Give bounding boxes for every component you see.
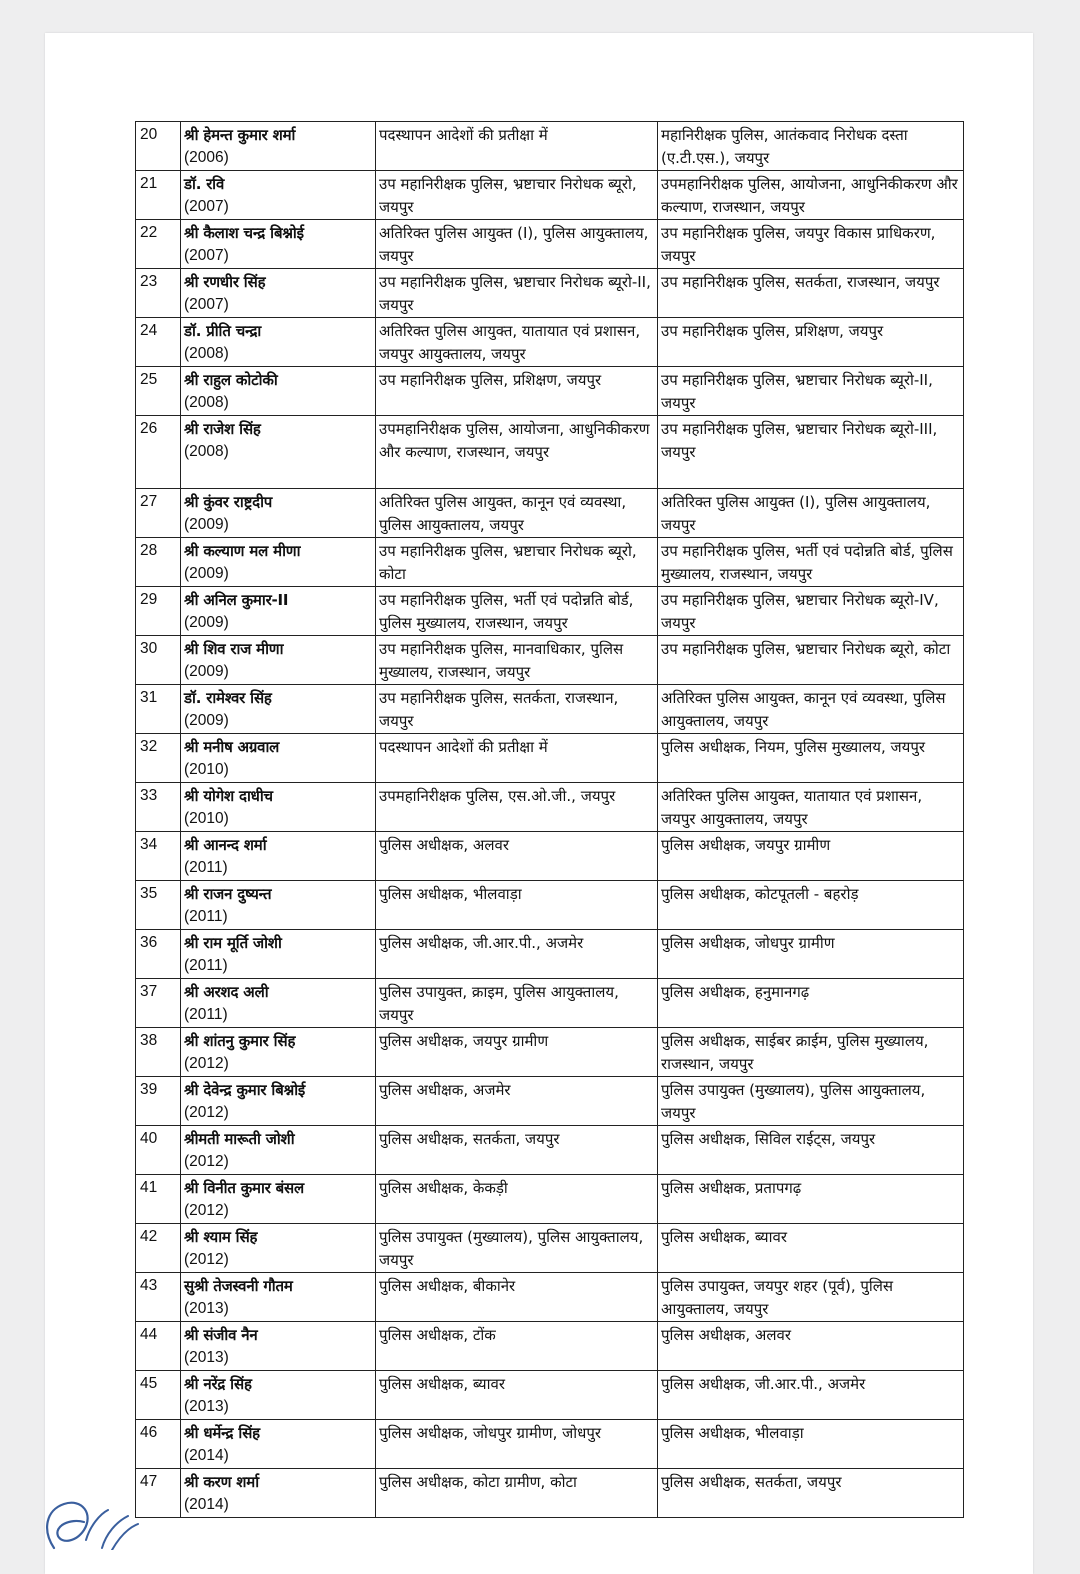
- officer-cell: [181, 636, 376, 685]
- officer-name: श्री रणधीर सिंह: [184, 273, 266, 291]
- current-posting: पुलिस उपायुक्त, क्राइम, पुलिस आयुक्तालय, जयपुर: [376, 979, 658, 1028]
- new-posting: उप महानिरीक्षक पुलिस, भ्रष्टाचार निरोधक ब्यूरो-IV, जयपुर: [658, 587, 964, 636]
- batch-year: (2011): [184, 956, 228, 974]
- current-posting: उप महानिरीक्षक पुलिस, मानवाधिकार, पुलिस मुख्यालय, राजस्थान, जयपुर: [376, 636, 658, 685]
- table-body: [136, 122, 964, 1518]
- officer-cell: [181, 1273, 376, 1322]
- officer-name: श्री आनन्द शर्मा: [184, 836, 267, 854]
- batch-year: (2009): [184, 564, 229, 582]
- batch-year: (2014): [184, 1495, 229, 1513]
- table-row: [136, 416, 964, 489]
- current-posting: पदस्थापन आदेशों की प्रतीक्षा में: [376, 122, 658, 171]
- officer-cell: [181, 734, 376, 783]
- batch-year: (2012): [184, 1152, 229, 1170]
- batch-year: (2006): [184, 148, 229, 166]
- officer-name: श्री कल्याण मल मीणा: [184, 542, 301, 560]
- table-row: [136, 832, 964, 881]
- serial-number: 23: [136, 269, 181, 318]
- new-posting: पुलिस अधीक्षक, हनुमानगढ़: [658, 979, 964, 1028]
- new-posting: उप महानिरीक्षक पुलिस, प्रशिक्षण, जयपुर: [658, 318, 964, 367]
- table-row: [136, 1273, 964, 1322]
- serial-number: 34: [136, 832, 181, 881]
- table-row: [136, 1322, 964, 1371]
- officer-cell: [181, 220, 376, 269]
- officer-cell: [181, 538, 376, 587]
- officer-cell: [181, 489, 376, 538]
- table-row: [136, 1371, 964, 1420]
- table-row: [136, 783, 964, 832]
- officer-name: डॉ. रामेश्वर सिंह: [184, 689, 272, 707]
- officer-cell: [181, 1322, 376, 1371]
- officer-cell: [181, 783, 376, 832]
- officer-name: श्री धर्मेन्द्र सिंह: [184, 1424, 260, 1442]
- officer-cell: [181, 367, 376, 416]
- serial-number: 41: [136, 1175, 181, 1224]
- batch-year: (2011): [184, 907, 228, 925]
- batch-year: (2007): [184, 295, 229, 313]
- current-posting: उपमहानिरीक्षक पुलिस, आयोजना, आधुनिकीकरण और कल्याण, राजस्थान, जयपुर: [376, 416, 658, 489]
- new-posting: पुलिस अधीक्षक, नियम, पुलिस मुख्यालय, जयपुर: [658, 734, 964, 783]
- new-posting: अतिरिक्त पुलिस आयुक्त (I), पुलिस आयुक्तालय, जयपुर: [658, 489, 964, 538]
- table-row: [136, 122, 964, 171]
- serial-number: 40: [136, 1126, 181, 1175]
- current-posting: उप महानिरीक्षक पुलिस, सतर्कता, राजस्थान, जयपुर: [376, 685, 658, 734]
- serial-number: 43: [136, 1273, 181, 1322]
- officer-name: श्री कैलाश चन्द्र बिश्नोई: [184, 224, 304, 242]
- table-row: [136, 1028, 964, 1077]
- officer-cell: [181, 1077, 376, 1126]
- serial-number: 24: [136, 318, 181, 367]
- current-posting: उप महानिरीक्षक पुलिस, प्रशिक्षण, जयपुर: [376, 367, 658, 416]
- officer-name: श्री अरशद अली: [184, 983, 269, 1001]
- officer-name: श्री करण शर्मा: [184, 1473, 259, 1491]
- serial-number: 37: [136, 979, 181, 1028]
- new-posting: पुलिस अधीक्षक, जोधपुर ग्रामीण: [658, 930, 964, 979]
- officer-name: श्री शांतनु कुमार सिंह: [184, 1032, 296, 1050]
- table-row: [136, 881, 964, 930]
- batch-year: (2014): [184, 1446, 229, 1464]
- officer-name: श्री शिव राज मीणा: [184, 640, 284, 658]
- table-row: [136, 220, 964, 269]
- new-posting: पुलिस अधीक्षक, जयपुर ग्रामीण: [658, 832, 964, 881]
- officer-cell: [181, 1224, 376, 1273]
- current-posting: अतिरिक्त पुलिस आयुक्त, यातायात एवं प्रशासन, जयपुर आयुक्तालय, जयपुर: [376, 318, 658, 367]
- batch-year: (2009): [184, 515, 229, 533]
- batch-year: (2013): [184, 1299, 229, 1317]
- current-posting: पुलिस उपायुक्त (मुख्यालय), पुलिस आयुक्तालय, जयपुर: [376, 1224, 658, 1273]
- current-posting: पुलिस अधीक्षक, टोंक: [376, 1322, 658, 1371]
- serial-number: 27: [136, 489, 181, 538]
- new-posting: उप महानिरीक्षक पुलिस, भ्रष्टाचार निरोधक ब्यूरो-II, जयपुर: [658, 367, 964, 416]
- officer-name: श्री राजेश सिंह: [184, 420, 261, 438]
- serial-number: 45: [136, 1371, 181, 1420]
- new-posting: अतिरिक्त पुलिस आयुक्त, कानून एवं व्यवस्था, पुलिस आयुक्तालय, जयपुर: [658, 685, 964, 734]
- new-posting: पुलिस अधीक्षक, ब्यावर: [658, 1224, 964, 1273]
- batch-year: (2011): [184, 858, 228, 876]
- serial-number: 36: [136, 930, 181, 979]
- serial-number: 28: [136, 538, 181, 587]
- table-row: [136, 1126, 964, 1175]
- table-row: [136, 1420, 964, 1469]
- officer-name: श्री श्याम सिंह: [184, 1228, 258, 1246]
- new-posting: पुलिस अधीक्षक, भीलवाड़ा: [658, 1420, 964, 1469]
- new-posting: पुलिस अधीक्षक, सतर्कता, जयपुर: [658, 1469, 964, 1518]
- serial-number: 42: [136, 1224, 181, 1273]
- officer-name: श्री राजन दुष्यन्त: [184, 885, 272, 903]
- officer-cell: [181, 1028, 376, 1077]
- officer-name: डॉ. रवि: [184, 175, 225, 193]
- new-posting: पुलिस उपायुक्त (मुख्यालय), पुलिस आयुक्तालय, जयपुर: [658, 1077, 964, 1126]
- current-posting: पुलिस अधीक्षक, जी.आर.पी., अजमेर: [376, 930, 658, 979]
- table-row: [136, 489, 964, 538]
- officer-cell: [181, 1175, 376, 1224]
- officer-name: श्री देवेन्द्र कुमार बिश्नोई: [184, 1081, 306, 1099]
- serial-number: 29: [136, 587, 181, 636]
- new-posting: पुलिस अधीक्षक, सिविल राईट्स, जयपुर: [658, 1126, 964, 1175]
- document-page: [45, 33, 1033, 1574]
- table-row: [136, 1175, 964, 1224]
- batch-year: (2010): [184, 809, 229, 827]
- officer-cell: [181, 318, 376, 367]
- current-posting: पुलिस अधीक्षक, जयपुर ग्रामीण: [376, 1028, 658, 1077]
- current-posting: उप महानिरीक्षक पुलिस, भ्रष्टाचार निरोधक ब्यूरो-II, जयपुर: [376, 269, 658, 318]
- officer-name: श्री विनीत कुमार बंसल: [184, 1179, 304, 1197]
- table-row: [136, 538, 964, 587]
- current-posting: उप महानिरीक्षक पुलिस, भ्रष्टाचार निरोधक ब्यूरो, कोटा: [376, 538, 658, 587]
- officer-name: श्री नरेंद्र सिंह: [184, 1375, 252, 1393]
- new-posting: पुलिस अधीक्षक, जी.आर.पी., अजमेर: [658, 1371, 964, 1420]
- serial-number: 35: [136, 881, 181, 930]
- officer-cell: [181, 979, 376, 1028]
- officer-cell: [181, 122, 376, 171]
- table-row: [136, 1224, 964, 1273]
- current-posting: पुलिस अधीक्षक, केकड़ी: [376, 1175, 658, 1224]
- officer-cell: [181, 832, 376, 881]
- batch-year: (2011): [184, 1005, 228, 1023]
- officer-cell: [181, 685, 376, 734]
- officer-cell: [181, 1420, 376, 1469]
- new-posting: उप महानिरीक्षक पुलिस, जयपुर विकास प्राधिकरण, जयपुर: [658, 220, 964, 269]
- transfer-table: [135, 121, 964, 1518]
- officer-name: श्री मनीष अग्रवाल: [184, 738, 280, 756]
- serial-number: 25: [136, 367, 181, 416]
- serial-number: 44: [136, 1322, 181, 1371]
- batch-year: (2013): [184, 1348, 229, 1366]
- batch-year: (2010): [184, 760, 229, 778]
- new-posting: पुलिस अधीक्षक, अलवर: [658, 1322, 964, 1371]
- table-row: [136, 269, 964, 318]
- serial-number: 22: [136, 220, 181, 269]
- new-posting: अतिरिक्त पुलिस आयुक्त, यातायात एवं प्रशासन, जयपुर आयुक्तालय, जयपुर: [658, 783, 964, 832]
- officer-name: श्री राहुल कोटोकी: [184, 371, 278, 389]
- serial-number: 39: [136, 1077, 181, 1126]
- officer-name: श्री राम मूर्ति जोशी: [184, 934, 282, 952]
- batch-year: (2008): [184, 442, 229, 460]
- current-posting: अतिरिक्त पुलिस आयुक्त (I), पुलिस आयुक्तालय, जयपुर: [376, 220, 658, 269]
- new-posting: उप महानिरीक्षक पुलिस, सतर्कता, राजस्थान, जयपुर: [658, 269, 964, 318]
- officer-name: सुश्री तेजस्वनी गौतम: [184, 1277, 293, 1295]
- table-row: [136, 979, 964, 1028]
- serial-number: 20: [136, 122, 181, 171]
- officer-name: श्री अनिल कुमार-II: [184, 591, 289, 609]
- officer-cell: [181, 881, 376, 930]
- batch-year: (2009): [184, 711, 229, 729]
- table-row: [136, 171, 964, 220]
- new-posting: महानिरीक्षक पुलिस, आतंकवाद निरोधक दस्ता (ए.टी.एस.), जयपुर: [658, 122, 964, 171]
- batch-year: (2012): [184, 1103, 229, 1121]
- table-row: [136, 636, 964, 685]
- table-row: [136, 1469, 964, 1518]
- batch-year: (2008): [184, 393, 229, 411]
- new-posting: उपमहानिरीक्षक पुलिस, आयोजना, आधुनिकीकरण और कल्याण, राजस्थान, जयपुर: [658, 171, 964, 220]
- current-posting: पुलिस अधीक्षक, भीलवाड़ा: [376, 881, 658, 930]
- batch-year: (2013): [184, 1397, 229, 1415]
- officer-cell: [181, 1371, 376, 1420]
- table-row: [136, 318, 964, 367]
- serial-number: 30: [136, 636, 181, 685]
- current-posting: पुलिस अधीक्षक, बीकानेर: [376, 1273, 658, 1322]
- current-posting: उप महानिरीक्षक पुलिस, भर्ती एवं पदोन्नति बोर्ड, पुलिस मुख्यालय, राजस्थान, जयपुर: [376, 587, 658, 636]
- new-posting: उप महानिरीक्षक पुलिस, भर्ती एवं पदोन्नति बोर्ड, पुलिस मुख्यालय, राजस्थान, जयपुर: [658, 538, 964, 587]
- table-row: [136, 587, 964, 636]
- new-posting: उप महानिरीक्षक पुलिस, भ्रष्टाचार निरोधक ब्यूरो, कोटा: [658, 636, 964, 685]
- serial-number: 32: [136, 734, 181, 783]
- current-posting: उप महानिरीक्षक पुलिस, भ्रष्टाचार निरोधक ब्यूरो, जयपुर: [376, 171, 658, 220]
- batch-year: (2012): [184, 1054, 229, 1072]
- current-posting: उपमहानिरीक्षक पुलिस, एस.ओ.जी., जयपुर: [376, 783, 658, 832]
- serial-number: 21: [136, 171, 181, 220]
- serial-number: 46: [136, 1420, 181, 1469]
- officer-cell: [181, 416, 376, 489]
- batch-year: (2009): [184, 662, 229, 680]
- new-posting: पुलिस अधीक्षक, कोटपूतली - बहरोड़: [658, 881, 964, 930]
- new-posting: पुलिस उपायुक्त, जयपुर शहर (पूर्व), पुलिस आयुक्तालय, जयपुर: [658, 1273, 964, 1322]
- current-posting: पुलिस अधीक्षक, कोटा ग्रामीण, कोटा: [376, 1469, 658, 1518]
- current-posting: पुलिस अधीक्षक, जोधपुर ग्रामीण, जोधपुर: [376, 1420, 658, 1469]
- serial-number: 26: [136, 416, 181, 489]
- officer-name: श्री हेमन्त कुमार शर्मा: [184, 126, 296, 144]
- table-row: [136, 1077, 964, 1126]
- serial-number: 33: [136, 783, 181, 832]
- current-posting: अतिरिक्त पुलिस आयुक्त, कानून एवं व्यवस्था, पुलिस आयुक्तालय, जयपुर: [376, 489, 658, 538]
- table-row: [136, 685, 964, 734]
- batch-year: (2008): [184, 344, 229, 362]
- current-posting: पुलिस अधीक्षक, सतर्कता, जयपुर: [376, 1126, 658, 1175]
- table-row: [136, 930, 964, 979]
- signature-mark: [24, 1470, 144, 1550]
- serial-number: 31: [136, 685, 181, 734]
- officer-cell: [181, 269, 376, 318]
- officer-name: श्री संजीव नैन: [184, 1326, 258, 1344]
- serial-number: 38: [136, 1028, 181, 1077]
- serial-number: 47: [136, 1469, 181, 1518]
- officer-cell: [181, 171, 376, 220]
- batch-year: (2007): [184, 197, 229, 215]
- officer-name: श्रीमती मारूती जोशी: [184, 1130, 295, 1148]
- batch-year: (2012): [184, 1201, 229, 1219]
- officer-cell: [181, 1126, 376, 1175]
- current-posting: पुलिस अधीक्षक, अलवर: [376, 832, 658, 881]
- officer-name: श्री योगेश दाधीच: [184, 787, 273, 805]
- officer-cell: [181, 930, 376, 979]
- new-posting: पुलिस अधीक्षक, प्रतापगढ़: [658, 1175, 964, 1224]
- batch-year: (2007): [184, 246, 229, 264]
- new-posting: पुलिस अधीक्षक, साईबर क्राईम, पुलिस मुख्यालय, राजस्थान, जयपुर: [658, 1028, 964, 1077]
- batch-year: (2012): [184, 1250, 229, 1268]
- officer-name: श्री कुंवर राष्ट्रदीप: [184, 493, 273, 511]
- officer-name: डॉ. प्रीति चन्द्रा: [184, 322, 262, 340]
- new-posting: उप महानिरीक्षक पुलिस, भ्रष्टाचार निरोधक ब्यूरो-III, जयपुर: [658, 416, 964, 489]
- officer-cell: [181, 1469, 376, 1518]
- batch-year: (2009): [184, 613, 229, 631]
- table-row: [136, 367, 964, 416]
- officer-cell: [181, 587, 376, 636]
- current-posting: पदस्थापन आदेशों की प्रतीक्षा में: [376, 734, 658, 783]
- current-posting: पुलिस अधीक्षक, अजमेर: [376, 1077, 658, 1126]
- current-posting: पुलिस अधीक्षक, ब्यावर: [376, 1371, 658, 1420]
- table-row: [136, 734, 964, 783]
